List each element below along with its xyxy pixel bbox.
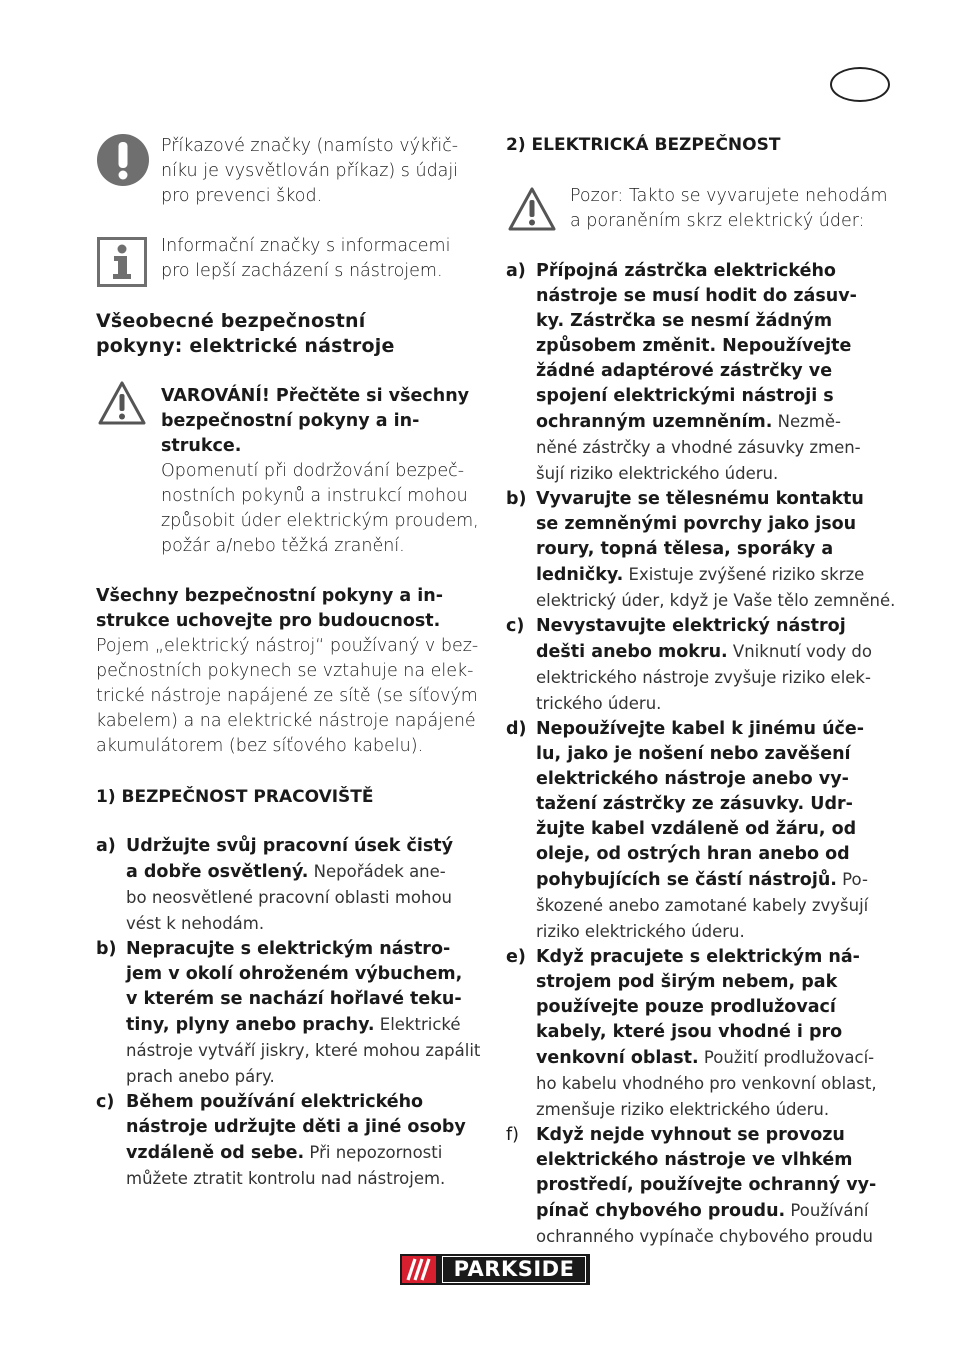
regular-text: ho kabelu vhodného pro venkovní oblast, (536, 1074, 877, 1093)
bold-text: se zemněnými povrchy jako jsou (536, 514, 857, 534)
list-item-line (536, 1045, 906, 1071)
logo-wordmark: PARKSIDE (442, 1256, 586, 1283)
list-item-line (536, 970, 906, 995)
bold-text: nástroje udržujte děti a jiné osoby (126, 1117, 466, 1137)
list-item-line (126, 962, 496, 987)
info-note (161, 234, 491, 284)
bold-text: tažení zástrčky ze zásuvky. Udr- (536, 794, 853, 814)
text-line: Opomenutí při dodržování bezpeč- (161, 461, 465, 481)
text-line: Všeobecné bezpečnostní (96, 310, 366, 332)
text-line: strukce uchovejte pro budoucnost. (96, 611, 441, 631)
list-item-line (126, 1064, 496, 1090)
list-item-line (536, 691, 906, 717)
regular-text: Při nepozornosti (304, 1143, 443, 1162)
list-item-line (536, 562, 906, 588)
regular-text: vést k nehodám. (126, 914, 265, 933)
left-items (96, 834, 496, 1192)
list-item-line (536, 792, 906, 817)
regular-text: zmenšuje riziko elektrického úderu. (536, 1100, 830, 1119)
keep-instructions-text (96, 634, 496, 759)
list-item-label: a) (96, 836, 116, 856)
regular-text: Vniknutí vody do (727, 642, 872, 661)
regular-text: Elektrické (374, 1015, 461, 1034)
text-line: pokyny: elektrické nástroje (96, 335, 395, 357)
list-item-line (536, 1224, 906, 1250)
list-item-line (126, 1038, 496, 1064)
bold-text: kabely, které jsou vhodné i pro (536, 1022, 843, 1042)
list-item-line (536, 334, 906, 359)
warning-bold (161, 384, 491, 459)
list-item-line (536, 537, 906, 562)
regular-text: elektrický úder, když je Vaše tělo zemněné. (536, 591, 896, 610)
list-item-line (536, 842, 906, 867)
regular-text: riziko elektrického úderu. (536, 922, 745, 941)
subheading-electrical-safety: 2) ELEKTRICKÁ BEZPEČNOST (506, 135, 781, 155)
text-line: VAROVÁNÍ! Přečtěte si všechny (161, 386, 470, 406)
list-item-line (536, 1020, 906, 1045)
list-item-line (536, 1148, 906, 1173)
list-item (506, 614, 906, 717)
list-item-line (126, 937, 496, 962)
list-item-line (126, 987, 496, 1012)
list-item-label: b) (506, 489, 527, 509)
list-item (506, 945, 906, 1123)
text-line: pečnostních pokynech se vztahuje na elek- (96, 661, 474, 681)
parkside-logo (400, 1254, 590, 1285)
list-item-line (536, 487, 906, 512)
text-line: trické nástroje napájené ze sítě (se síťovým (96, 686, 478, 706)
list-item-line (536, 588, 906, 614)
regular-text: škozené anebo zamotané kabely zvyšují (536, 896, 869, 915)
regular-text: ochranného vypínače chybového proudu (536, 1227, 873, 1246)
regular-text: šují riziko elektrického úderu. (536, 464, 779, 483)
text-line: způsobit úder elektrickým proudem, (161, 511, 479, 531)
list-item-label: f) (506, 1125, 519, 1145)
list-item-line (536, 461, 906, 487)
list-item-label: b) (96, 939, 117, 959)
text-line: Pojem „elektrický nástroj“ používaný v bez- (96, 636, 479, 656)
list-item-line (126, 885, 496, 911)
language-marker (830, 67, 890, 102)
regular-text: něné zástrčky a vhodné zásuvky zmen- (536, 438, 861, 457)
bold-text: oleje, od ostrých hran anebo od (536, 844, 850, 864)
list-item-line (536, 359, 906, 384)
list-item-label: c) (506, 616, 525, 636)
list-item-line (536, 893, 906, 919)
regular-text: Používání (785, 1201, 869, 1220)
list-item-line (536, 639, 906, 665)
regular-text: Použití prodlužovací- (698, 1048, 875, 1067)
list-item-line (126, 834, 496, 859)
keep-instructions-bold (96, 584, 496, 634)
list-item (506, 1123, 906, 1250)
text-line: strukce. (161, 436, 242, 456)
list-item-line (536, 1198, 906, 1224)
text-line: Všechny bezpečnostní pokyny a in- (96, 586, 443, 606)
list-item-line (536, 409, 906, 435)
bold-text: v kterém se nachází hořlavé teku- (126, 989, 462, 1009)
bold-text: pínač chybového proudu. (536, 1201, 786, 1221)
bold-text: spojení elektrickými nástroji s (536, 386, 834, 406)
list-item-line (126, 1115, 496, 1140)
bold-text: používejte pouze prodlužovací (536, 997, 836, 1017)
bold-text: ky. Zástrčka se nesmí žádným (536, 311, 833, 331)
list-item-line (536, 995, 906, 1020)
logo-stripes (402, 1256, 436, 1283)
bold-text: tiny, plyny anebo prachy. (126, 1015, 375, 1035)
list-item (96, 937, 496, 1090)
regular-text: Nepořádek ane- (308, 862, 446, 881)
bold-text: elektrického nástroje anebo vy- (536, 769, 849, 789)
bold-text: ledničky. (536, 565, 624, 585)
list-item (506, 487, 906, 614)
list-item-line (536, 512, 906, 537)
bold-text: žujte kabel vzdáleně od žáru, od (536, 819, 857, 839)
list-item-line (536, 919, 906, 945)
bold-text: Když pracujete s elektrickým ná- (536, 947, 860, 967)
bold-text: způsobem změnit. Nepoužívejte (536, 336, 852, 356)
bold-text: jem v okolí ohroženém výbuchem, (126, 964, 463, 984)
bold-text: roury, topná tělesa, sporáky a (536, 539, 834, 559)
bold-text: Vyvarujte se tělesnému kontaktu (536, 489, 864, 509)
list-item-label: e) (506, 947, 526, 967)
list-item-line (536, 309, 906, 334)
bold-text: lu, jako je nošení nebo zavěšení (536, 744, 851, 764)
bold-text: nástroje se musí hodit do zásuv- (536, 286, 857, 306)
text-line: požár a/nebo těžká zranění. (161, 536, 405, 556)
list-item (96, 1090, 496, 1192)
text-line: pro lepší zacházení s nástrojem. (161, 261, 443, 281)
text-line: pro prevenci škod. (161, 186, 323, 206)
list-item-line (126, 859, 496, 885)
caution-note (570, 184, 900, 234)
text-line: Příkazové značky (namísto výkřič- (161, 136, 459, 156)
regular-text: Po- (836, 870, 868, 889)
mandatory-sign-icon (96, 133, 150, 191)
bold-text: prostředí, používejte ochranný vy- (536, 1175, 877, 1195)
list-item-label: c) (96, 1092, 115, 1112)
bold-text: Nevystavujte elektrický nástroj (536, 616, 846, 636)
list-item-line (536, 614, 906, 639)
bold-text: žádné adaptérové zástrčky ve (536, 361, 833, 381)
bold-text: a dobře osvětlený. (126, 862, 309, 882)
regular-text: Existuje zvýšené riziko skrze (623, 565, 865, 584)
list-item (506, 259, 906, 487)
list-item-line (536, 259, 906, 284)
right-items (506, 259, 906, 1250)
warning-text (161, 459, 491, 559)
list-item (506, 717, 906, 945)
list-item-line (536, 945, 906, 970)
list-item-line (536, 742, 906, 767)
bold-text: dešti anebo mokru. (536, 642, 728, 662)
list-item-line (126, 1166, 496, 1192)
list-item-line (536, 1123, 906, 1148)
regular-text: Nezmě- (772, 412, 841, 431)
list-item-line (536, 284, 906, 309)
text-line: níku je vysvětlován příkaz) s údaji (161, 161, 459, 181)
text-line: Informační značky s informacemi (161, 236, 451, 256)
list-item-line (536, 384, 906, 409)
list-item-line (536, 1097, 906, 1123)
bold-text: venkovní oblast. (536, 1048, 699, 1068)
text-line: Pozor: Takto se vyvarujete nehodám (570, 186, 888, 206)
text-line: nostních pokynů a instrukcí mohou (161, 486, 468, 506)
section-title (96, 309, 486, 359)
regular-text: bo neosvětlené pracovní oblasti mohou (126, 888, 453, 907)
list-item-label: a) (506, 261, 526, 281)
regular-text: prach anebo páry. (126, 1067, 275, 1086)
text-line: bezpečnostní pokyny a in- (161, 411, 420, 431)
bold-text: Nepoužívejte kabel k jinému úče- (536, 719, 865, 739)
list-item-line (536, 717, 906, 742)
info-sign-icon (97, 237, 147, 291)
bold-text: Nepracujte s elektrickým nástro- (126, 939, 451, 959)
bold-text: vzdáleně od sebe. (126, 1143, 305, 1163)
regular-text: elektrického nástroje zvyšuje riziko elek- (536, 668, 871, 687)
list-item-line (536, 767, 906, 792)
caution-triangle-icon (507, 186, 557, 236)
list-item-line (536, 817, 906, 842)
regular-text: nástroje vytváří jiskry, které mohou zapálit (126, 1041, 481, 1060)
list-item-line (536, 1173, 906, 1198)
bold-text: Během používání elektrického (126, 1092, 424, 1112)
list-item (96, 834, 496, 937)
mandatory-note (161, 134, 491, 209)
list-item-line (536, 665, 906, 691)
bold-text: Udržujte svůj pracovní úsek čistý (126, 836, 454, 856)
list-item-line (126, 1090, 496, 1115)
list-item-line (536, 1071, 906, 1097)
list-item-line (126, 911, 496, 937)
bold-text: Když nejde vyhnout se provozu (536, 1125, 845, 1145)
bold-text: elektrického nástroje ve vlhkém (536, 1150, 853, 1170)
list-item-line (536, 867, 906, 893)
warning-triangle-icon (97, 380, 147, 430)
text-line: kabelem) a na elektrické nástroje napájené (96, 711, 476, 731)
list-item-line (126, 1140, 496, 1166)
subheading-workplace-safety: 1) BEZPEČNOST PRACOVIŠTĚ (96, 787, 374, 807)
bold-text: strojem pod širým nebem, pak (536, 972, 838, 992)
bold-text: ochranným uzemněním. (536, 412, 773, 432)
bold-text: pohybujících se částí nástrojů. (536, 870, 837, 890)
regular-text: trického úderu. (536, 694, 662, 713)
text-line: a poraněním skrz elektrický úder: (570, 211, 865, 231)
list-item-label: d) (506, 719, 527, 739)
regular-text: můžete ztratit kontrolu nad nástrojem. (126, 1169, 446, 1188)
text-line: akumulátorem (bez síťového kabelu). (96, 736, 424, 756)
list-item-line (126, 1012, 496, 1038)
list-item-line (536, 435, 906, 461)
bold-text: Přípojná zástrčka elektrického (536, 261, 836, 281)
